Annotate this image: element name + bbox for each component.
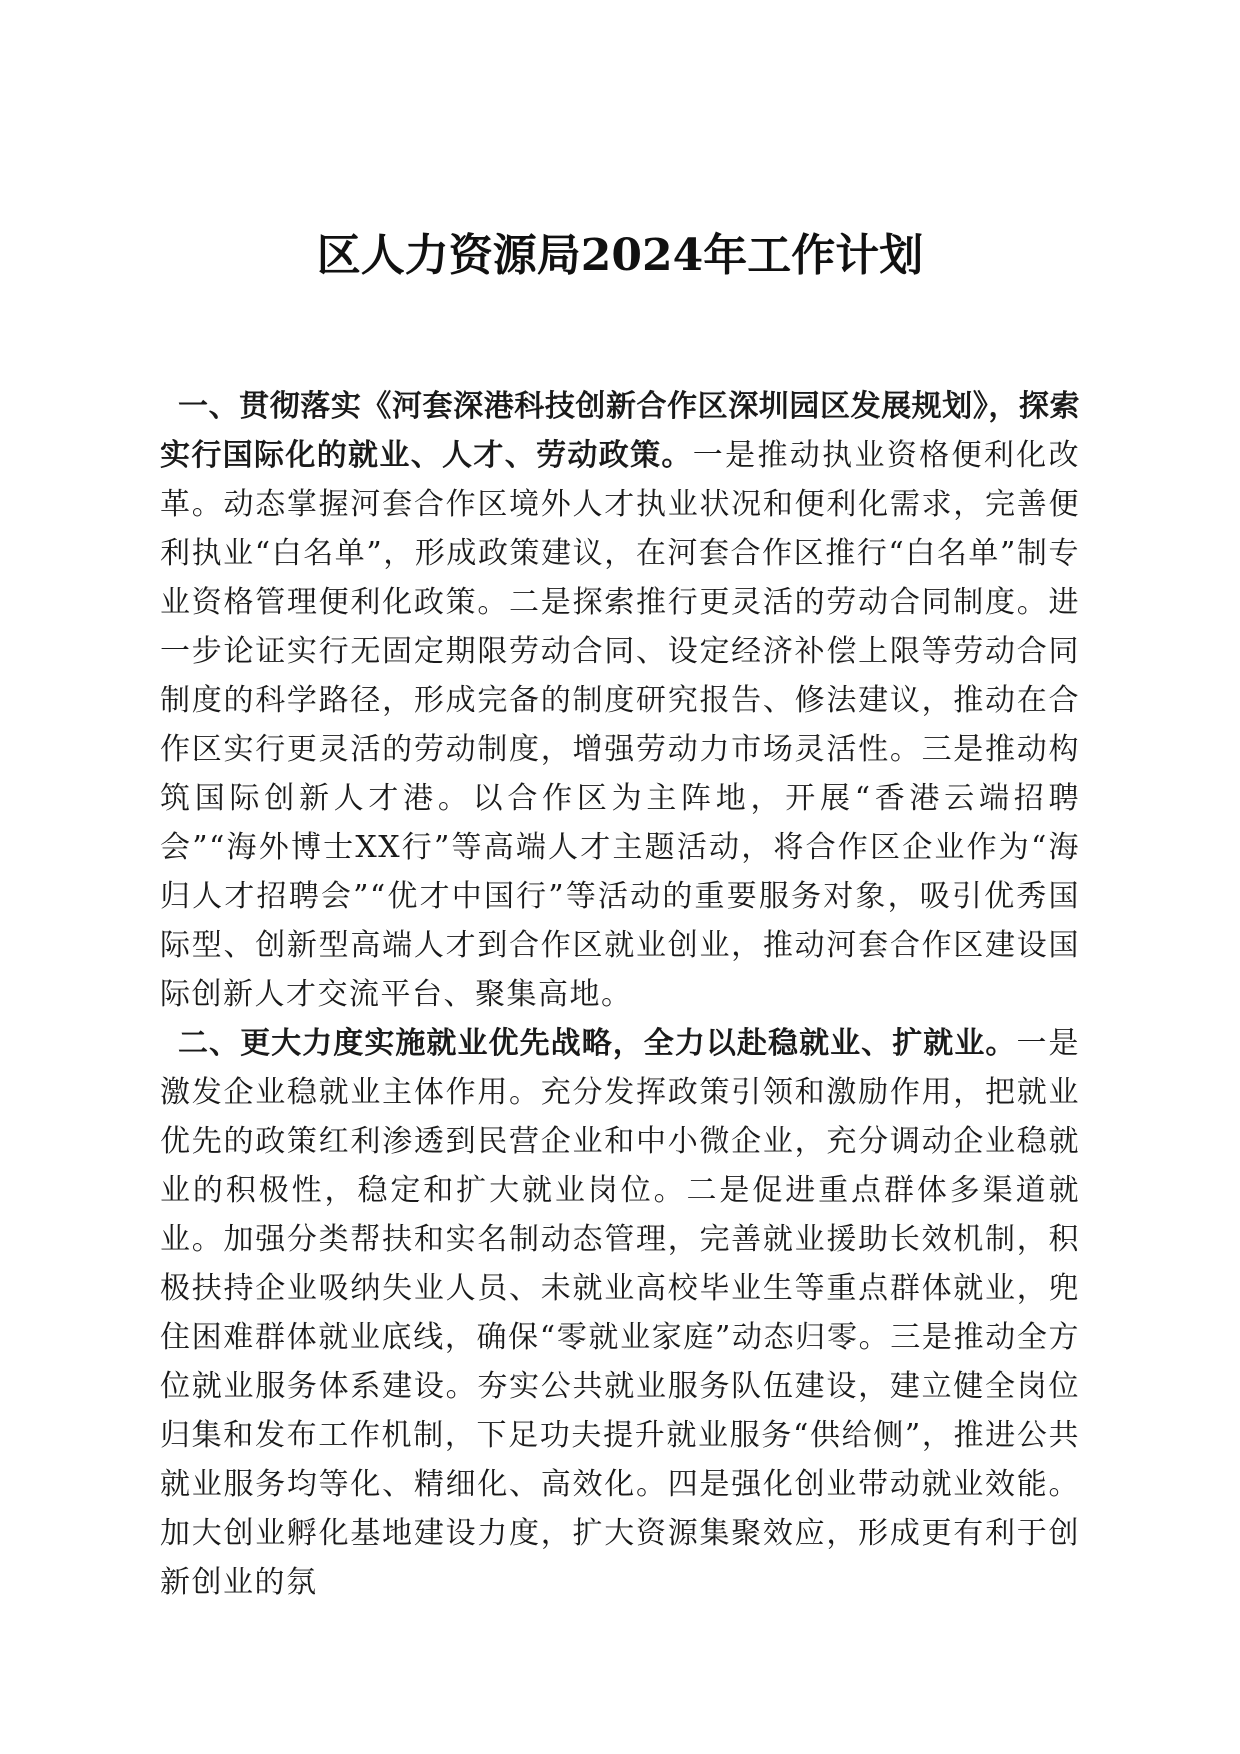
section-heading-1: 一、贯彻落实《河套深港科技创新合作区深圳园区发展规划》，探索实行国际化的就业、人才、劳动政策。: [160, 389, 1080, 473]
document-title: 区人力资源局2024年工作计划: [316, 230, 924, 281]
section-paragraph-2: [160, 1019, 1080, 1607]
section-paragraph-1: [160, 382, 1080, 1019]
section-body-1: 一是推动执业资格便利化改革。动态掌握河套合作区境外人才执业状况和便利化需求，完善便利执业“白名单”，形成政策建议，在河套合作区推行“白名单”制专业资格管理便利化政策。二是探索推行更灵活的劳动合同制度。进一步论证实行无固定期限劳动合同、设定经济补偿上限等劳动合同制度的科学路径，形成完备的制度研究报告、修法建议，推动在合作区实行更灵活的劳动制度，增强劳动力市场灵活性。三是推动构筑国际创新人才港。以合作区为主阵地，开展“香港云端招聘会”“海外博士XX行”等高端人才主题活动，将合作区企业作为“海归人才招聘会”“优才中国行”等活动的重要服务对象，吸引优秀国际型、创新型高端人才到合作区就业创业，推动河套合作区建设国际创新人才交流平台、聚集高地。: [160, 438, 1081, 1012]
document-body: [160, 382, 1080, 1607]
section-body-2: 一是激发企业稳就业主体作用。充分发挥政策引领和激励作用，把就业优先的政策红利渗透到民营企业和中小微企业，充分调动企业稳就业的积极性，稳定和扩大就业岗位。二是促进重点群体多渠道就业。加强分类帮扶和实名制动态管理，完善就业援助长效机制，积极扶持企业吸纳失业人员、未就业高校毕业生等重点群体就业，兜住困难群体就业底线，确保“零就业家庭”动态归零。三是推动全方位就业服务体系建设。夯实公共就业服务队伍建设，建立健全岗位归集和发布工作机制，下足功夫提升就业服务“供给侧”，推进公共就业服务均等化、精细化、高效化。四是强化创业带动就业效能。加大创业孵化基地建设力度，扩大资源集聚效应，形成更有利于创新创业的氛: [160, 1026, 1081, 1600]
section-heading-2: 二、更大力度实施就业优先战略，全力以赴稳就业、扩就业。: [178, 1026, 1017, 1061]
